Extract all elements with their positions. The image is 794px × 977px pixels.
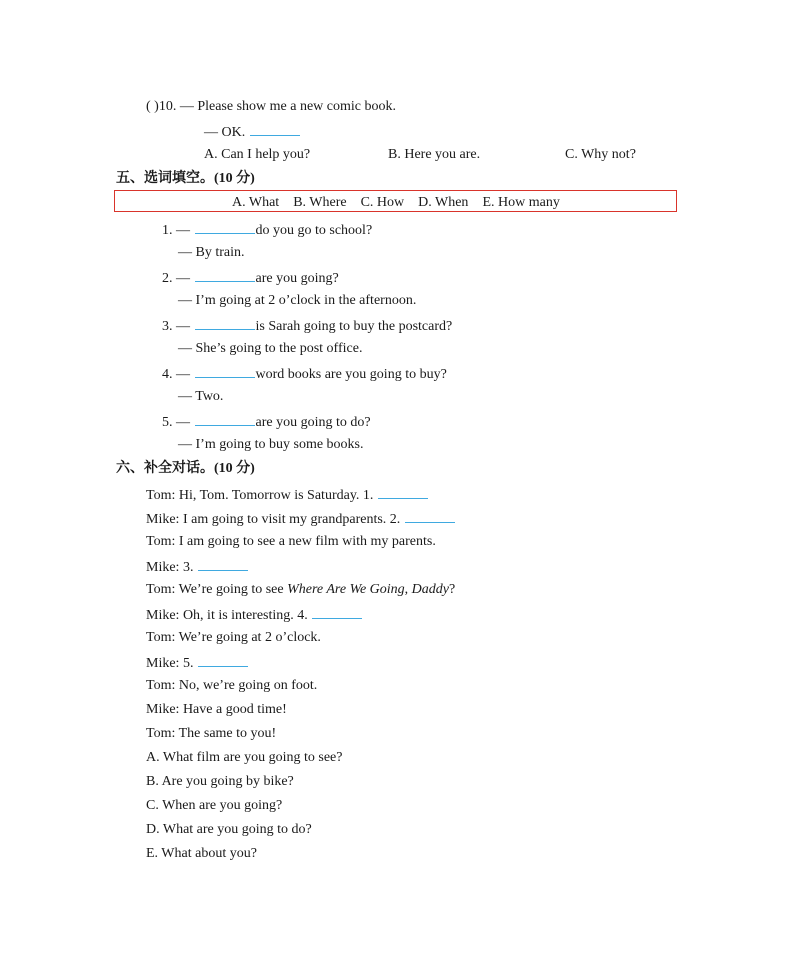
fill-item-2-answer: — I’m going at 2 o’clock in the afternoon.: [178, 293, 417, 308]
fill-item-5: 5. — are you going to do?: [162, 412, 371, 432]
dialogue-line: Mike: I am going to visit my grandparents. 2.: [146, 509, 456, 529]
word-bank: [232, 194, 560, 212]
section-5-title: 五、选词填空。(10 分): [116, 171, 255, 186]
fill-item-3: 3. — is Sarah going to buy the postcard?: [162, 316, 452, 336]
word-option: B. Where: [293, 195, 347, 210]
answer-blank[interactable]: [195, 412, 255, 426]
answer-parentheses: ( ): [146, 99, 159, 114]
answer-blank[interactable]: [378, 485, 428, 499]
question-number: 10.: [158, 99, 177, 114]
dialogue-line: Tom: Hi, Tom. Tomorrow is Saturday. 1.: [146, 485, 429, 505]
choice-a: A. What film are you going to see?: [146, 750, 343, 765]
word-option: A. What: [232, 195, 280, 210]
dialogue-line: Tom: We’re going at 2 o’clock.: [146, 630, 321, 645]
answer-blank[interactable]: [195, 220, 255, 234]
fill-item-4: 4. — word books are you going to buy?: [162, 364, 447, 384]
choice-e: E. What about you?: [146, 846, 257, 861]
dialogue-line: Tom: I am going to see a new film with my parents.: [146, 534, 436, 549]
fill-item-5-answer: — I’m going to buy some books.: [178, 437, 364, 452]
choice-c: C. When are you going?: [146, 798, 283, 813]
answer-blank[interactable]: [405, 509, 455, 523]
word-option: E. How many: [482, 195, 560, 210]
film-title: Daddy: [411, 582, 449, 597]
dialogue-line: Mike: Oh, it is interesting. 4.: [146, 605, 363, 625]
dialogue-line: Mike: 5.: [146, 653, 249, 673]
dialogue-line: Tom: No, we’re going on foot.: [146, 678, 318, 693]
fill-item-2: 2. — are you going?: [162, 268, 339, 288]
answer-blank[interactable]: [312, 605, 362, 619]
answer-blank[interactable]: [198, 557, 248, 571]
question-10: [146, 98, 396, 116]
choice-d: D. What are you going to do?: [146, 822, 312, 837]
word-bank-box: [114, 190, 677, 212]
dialogue-line: Tom: The same to you!: [146, 726, 277, 741]
dialogue-line: Tom: We’re going to see Where Are We Going, Daddy?: [146, 582, 456, 597]
fill-item-4-answer: — Two.: [178, 389, 224, 404]
fill-item-1-answer: — By train.: [178, 245, 245, 260]
dialogue-line: Mike: Have a good time!: [146, 702, 287, 717]
question-10-reply: — OK.: [204, 122, 301, 142]
dialogue-line: Mike: 3.: [146, 557, 249, 577]
section-6-title: 六、补全对话。(10 分): [116, 461, 255, 476]
word-option: C. How: [360, 195, 405, 210]
option-b: B. Here you are.: [388, 147, 481, 162]
answer-blank[interactable]: [198, 653, 248, 667]
option-c: C. Why not?: [565, 147, 636, 162]
word-option: D. When: [418, 195, 469, 210]
fill-item-1: 1. — do you go to school?: [162, 220, 372, 240]
fill-item-3-answer: — She’s going to the post office.: [178, 341, 363, 356]
question-prompt: — Please show me a new comic book.: [179, 99, 397, 114]
film-title: Where Are We Going: [287, 582, 405, 597]
answer-blank[interactable]: [195, 316, 255, 330]
answer-blank[interactable]: [195, 268, 255, 282]
choice-b: B. Are you going by bike?: [146, 774, 294, 789]
option-a: A. Can I help you?: [204, 147, 311, 162]
answer-blank[interactable]: [195, 364, 255, 378]
answer-blank[interactable]: [250, 122, 300, 136]
